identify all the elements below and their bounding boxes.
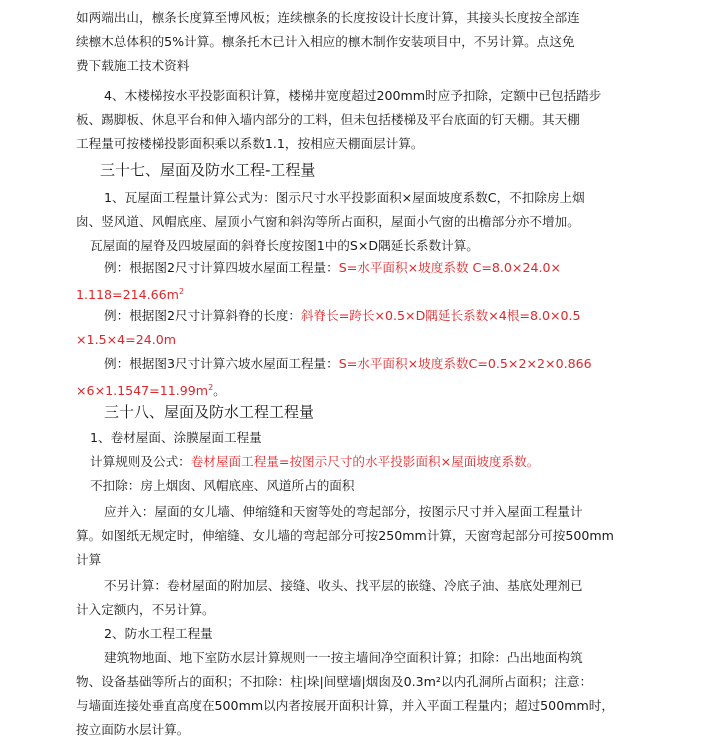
- text-line: 不扣除：房上烟囱、风帽底座、风道所占的面积: [90, 478, 355, 493]
- text-line: 计入定额内，不另计算。: [76, 602, 215, 617]
- text-line: 计算: [76, 552, 102, 567]
- formula-line: ×1.5×4=24.0m: [76, 332, 177, 347]
- formula: ×6×1.1547=11.99m: [76, 383, 209, 399]
- example-line: [104, 258, 561, 278]
- text-line: 板、踢脚板、休息平台和伸入墙内部分的工料，但未包括楼梯及平台底面的钉天棚。其天棚: [76, 112, 580, 127]
- subsection-heading: 2、防水工程工程量: [104, 626, 213, 641]
- example-line: [104, 306, 581, 326]
- text-line: 按立面防水层计算。: [76, 722, 190, 737]
- formula-line: [76, 378, 226, 401]
- rule-prefix: 计算规则及公式：: [90, 454, 191, 469]
- text-line: 如两端出山，檩条长度算至博风板；连续檩条的长度按设计长度计算，其接头长度按全部连: [76, 10, 580, 25]
- formula: S=水平面积×坡度系数C=0.5×2×2×0.866: [338, 356, 592, 371]
- formula: S=水平面积×坡度系数 C=8.0×24.0×: [338, 260, 562, 275]
- section-heading: 三十七、屋面及防水工程-工程量: [100, 161, 316, 179]
- section-heading: 三十八、屋面及防水工程工程量: [104, 403, 315, 421]
- text-line: 物、设备基础等所占的面积；不扣除：柱|垛|间壁墙|烟囱及0.3m²以内孔洞所占面积；注意：: [76, 674, 593, 689]
- formula: 1.118=214.66m: [76, 287, 179, 303]
- unit-superscript: 2: [178, 287, 185, 296]
- rule-formula: 卷材屋面工程量=按图示尺寸的水平投影面积×屋面坡度系数。: [190, 454, 540, 469]
- period: 。: [213, 383, 226, 399]
- text-line: 1、瓦屋面工程量计算公式为：图示尺寸水平投影面积×屋面坡度系数C，不扣除房上烟: [104, 190, 585, 205]
- text-line: 续檩木总体积的5%计算。檩条托木已计入相应的檩木制作安装项目中，不另计算。点这免: [76, 34, 575, 49]
- unit-superscript: 2: [208, 383, 214, 392]
- example-line: [104, 354, 592, 374]
- text-line: 应并入：屋面的女儿墙、伸缩缝和天窗等处的弯起部分，按图示尺寸并入屋面工程量计: [104, 504, 583, 519]
- formula-line: [76, 282, 184, 305]
- text-line: 4、木楼梯按水平投影面积计算，楼梯井宽度超过200mm时应予扣除，定额中已包括踏步: [104, 88, 602, 103]
- example-prefix: 例：根据图2尺寸计算四坡水屋面工程量：: [104, 260, 339, 275]
- example-prefix: 例：根据图2尺寸计算斜脊的长度：: [104, 308, 301, 323]
- text-line: 与墙面连接处垂直高度在500mm以内者按展开面积计算，并入平面工程量内；超过500mm时，: [76, 698, 614, 713]
- text-line: 囱、竖风道、风帽底座、屋顶小气窗和斜沟等所占面积，屋面小气窗的出檐部分亦不增加。: [76, 214, 580, 229]
- example-prefix: 例：根据图3尺寸计算六坡水屋面工程量：: [104, 356, 339, 371]
- text-line: 建筑物地面、地下室防水层计算规则一一按主墙间净空面积计算；扣除：凸出地面构筑: [104, 650, 583, 665]
- text-line: 不另计算：卷材屋面的附加层、接缝、收头、找平层的嵌缝、冷底子油、基底处理剂已: [104, 578, 583, 593]
- rule-line: [90, 452, 539, 472]
- text-line: 瓦屋面的屋脊及四坡屋面的斜脊长度按图1中的S×D隅延长系数计算。: [90, 238, 479, 253]
- text-line: 算。如图纸无规定时，伸缩缝、女儿墙的弯起部分可按250mm计算，天窗弯起部分可按500mm: [76, 528, 614, 543]
- subsection-heading: 1、卷材屋面、涂膜屋面工程量: [90, 430, 262, 445]
- text-line: 费下载施工技术资料: [76, 58, 190, 73]
- formula: 斜脊长=跨长×0.5×D隅延长系数×4根=8.0×0.5: [300, 308, 581, 323]
- text-line: 工程量可按楼梯投影面积乘以系数1.1，按相应天棚面层计算。: [76, 136, 424, 151]
